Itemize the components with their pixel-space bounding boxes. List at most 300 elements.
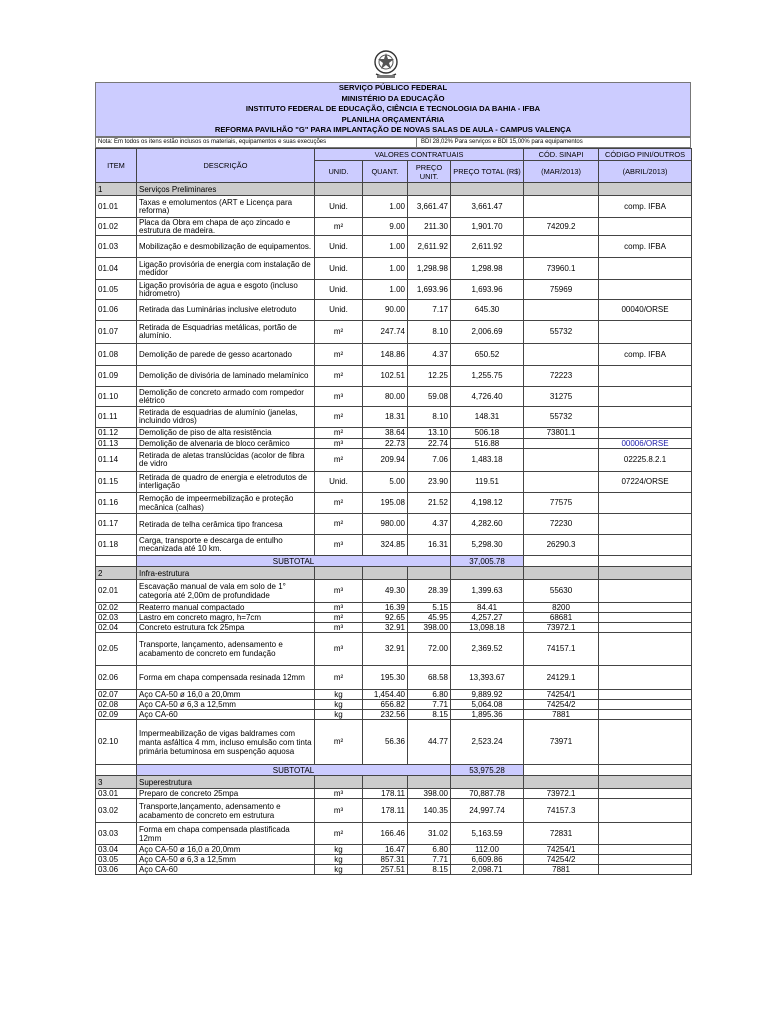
section-empty-cell xyxy=(363,567,408,580)
item-unit-price: 8.10 xyxy=(408,407,451,428)
item-code: 02.03 xyxy=(96,613,137,623)
item-other-code: comp. IFBA xyxy=(599,344,692,366)
item-unit-price: 72.00 xyxy=(408,633,451,666)
item-description: Retirada de esquadrias de alumínio (janelas, incluindo vidros) xyxy=(137,407,315,428)
item-total-price: 1,895.36 xyxy=(451,710,524,720)
item-total-price: 119.51 xyxy=(451,472,524,493)
item-quantity: 148.86 xyxy=(363,344,408,366)
col-total-price-header: PREÇO TOTAL (R$) xyxy=(451,161,524,183)
item-unit-price: 8.15 xyxy=(408,865,451,875)
item-quantity: 32.91 xyxy=(363,623,408,633)
table-row xyxy=(96,845,692,855)
item-code: 01.16 xyxy=(96,493,137,514)
col-quant-header: QUANT. xyxy=(363,161,408,183)
item-other-code xyxy=(599,366,692,387)
item-other-code xyxy=(599,633,692,666)
item-quantity: 1,454.40 xyxy=(363,690,408,700)
table-row xyxy=(96,218,692,236)
item-sinapi-code: 74209.2 xyxy=(524,218,599,236)
item-sinapi-code: 77575 xyxy=(524,493,599,514)
item-code: 01.18 xyxy=(96,535,137,556)
item-quantity: 195.08 xyxy=(363,493,408,514)
item-quantity: 90.00 xyxy=(363,300,408,321)
item-total-price: 3,661.47 xyxy=(451,196,524,218)
table-row xyxy=(96,799,692,823)
item-sinapi-code xyxy=(524,344,599,366)
col-outros-header: CÓDIGO PINI/OUTROS xyxy=(599,149,692,161)
item-description: Aço CA-60 xyxy=(137,865,315,875)
item-quantity: 102.51 xyxy=(363,366,408,387)
table-row xyxy=(96,321,692,344)
item-quantity: 209.94 xyxy=(363,449,408,472)
item-quantity: 49.30 xyxy=(363,580,408,603)
item-description: Demolição de alvenaria de bloco cerâmico xyxy=(137,439,315,449)
item-unit: kg xyxy=(315,710,363,720)
item-unit-price: 398.00 xyxy=(408,623,451,633)
section-empty-cell xyxy=(408,776,451,789)
item-unit-price: 398.00 xyxy=(408,789,451,799)
item-other-code: 00006/ORSE xyxy=(599,439,692,449)
item-total-price: 2,369.52 xyxy=(451,633,524,666)
item-other-code: 02225.8.2.1 xyxy=(599,449,692,472)
item-quantity: 857.31 xyxy=(363,855,408,865)
item-unit: m³ xyxy=(315,580,363,603)
item-sinapi-code xyxy=(524,449,599,472)
section-empty-cell xyxy=(524,183,599,196)
table-row xyxy=(96,580,692,603)
item-code: 03.03 xyxy=(96,823,137,845)
item-unit: kg xyxy=(315,690,363,700)
section-row xyxy=(96,776,692,789)
item-description: Aço CA-50 ø 16,0 a 20,0mm xyxy=(137,845,315,855)
item-unit-price: 68.58 xyxy=(408,666,451,690)
item-total-price: 1,255.75 xyxy=(451,366,524,387)
item-description: Preparo de concreto 25mpa xyxy=(137,789,315,799)
item-description: Aço CA-50 ø 6,3 a 12,5mm xyxy=(137,700,315,710)
item-unit-price: 7.17 xyxy=(408,300,451,321)
item-unit-price: 28.39 xyxy=(408,580,451,603)
item-sinapi-code: 73801.1 xyxy=(524,428,599,439)
table-row xyxy=(96,865,692,875)
col-unid-header: UNID. xyxy=(315,161,363,183)
item-other-code xyxy=(599,514,692,535)
item-description: Forma em chapa compensada plastificada 12mm xyxy=(137,823,315,845)
item-sinapi-code: 72223 xyxy=(524,366,599,387)
item-quantity: 195.30 xyxy=(363,666,408,690)
item-code: 03.06 xyxy=(96,865,137,875)
coat-of-arms-seal xyxy=(373,48,399,80)
item-unit: Unid. xyxy=(315,196,363,218)
item-code: 01.04 xyxy=(96,258,137,280)
item-other-code xyxy=(599,855,692,865)
item-unit: m³ xyxy=(315,799,363,823)
subtotal-empty-cell xyxy=(96,556,137,567)
item-unit: m² xyxy=(315,823,363,845)
item-unit: m² xyxy=(315,514,363,535)
item-description: Demolição de concreto armado com rompedor elétrico xyxy=(137,387,315,407)
item-total-price: 5,298.30 xyxy=(451,535,524,556)
item-description: Ligação provisória de agua e esgoto (incluso hidrometro) xyxy=(137,280,315,300)
item-quantity: 16.47 xyxy=(363,845,408,855)
item-sinapi-code xyxy=(524,236,599,258)
item-code: 02.02 xyxy=(96,603,137,613)
item-unit-price: 5.15 xyxy=(408,603,451,613)
item-sinapi-code: 74157.3 xyxy=(524,799,599,823)
item-unit: m² xyxy=(315,344,363,366)
item-sinapi-code: 68681 xyxy=(524,613,599,623)
item-description: Retirada de Esquadrias metálicas, portão de alumínio. xyxy=(137,321,315,344)
header-line-1: SERVIÇO PÚBLICO FEDERAL xyxy=(338,83,448,92)
item-quantity: 980.00 xyxy=(363,514,408,535)
table-row xyxy=(96,449,692,472)
item-other-code xyxy=(599,407,692,428)
section-empty-cell xyxy=(408,567,451,580)
header-line-5: REFORMA PAVILHÃO "G" PARA IMPLANTAÇÃO DE NOVAS SALAS DE AULA - CAMPUS VALENÇA xyxy=(214,125,572,135)
table-row xyxy=(96,407,692,428)
item-quantity: 1.00 xyxy=(363,280,408,300)
item-code: 02.01 xyxy=(96,580,137,603)
item-description: Transporte,lançamento, adensamento e acabamento de concreto em estrutura xyxy=(137,799,315,823)
item-quantity: 22.73 xyxy=(363,439,408,449)
item-code: 02.06 xyxy=(96,666,137,690)
section-row xyxy=(96,183,692,196)
item-description: Taxas e emolumentos (ART e Licença para reforma) xyxy=(137,196,315,218)
table-row xyxy=(96,666,692,690)
item-total-price: 4,198.12 xyxy=(451,493,524,514)
item-unit: m² xyxy=(315,218,363,236)
item-quantity: 38.64 xyxy=(363,428,408,439)
item-sinapi-code: 24129.1 xyxy=(524,666,599,690)
section-empty-cell xyxy=(451,183,524,196)
item-quantity: 656.82 xyxy=(363,700,408,710)
section-title: Infra-estrutura xyxy=(137,567,315,580)
item-description: Retirada de aletas translúcidas (acolor de fibra de vidro xyxy=(137,449,315,472)
item-description: Impermeabilização de vigas baldrames com manta asfáltica 4 mm, incluso emulsão com tinta primária betuminosa em suspenção aquosa xyxy=(137,720,315,765)
section-empty-cell xyxy=(363,183,408,196)
table-row xyxy=(96,855,692,865)
item-sinapi-code xyxy=(524,472,599,493)
item-total-price: 13,098.18 xyxy=(451,623,524,633)
item-other-code: comp. IFBA xyxy=(599,196,692,218)
item-other-code xyxy=(599,799,692,823)
item-sinapi-code: 8200 xyxy=(524,603,599,613)
table-row xyxy=(96,633,692,666)
item-sinapi-code: 73971 xyxy=(524,720,599,765)
item-code: 01.08 xyxy=(96,344,137,366)
section-empty-cell xyxy=(599,776,692,789)
table-row xyxy=(96,514,692,535)
item-code: 03.04 xyxy=(96,845,137,855)
item-description: Demolição de piso de alta resistência xyxy=(137,428,315,439)
item-total-price: 148.31 xyxy=(451,407,524,428)
item-total-price: 112.00 xyxy=(451,845,524,855)
item-unit: m³ xyxy=(315,623,363,633)
item-unit-price: 16.31 xyxy=(408,535,451,556)
section-empty-cell xyxy=(363,776,408,789)
item-sinapi-code: 74157.1 xyxy=(524,633,599,666)
section-empty-cell xyxy=(315,776,363,789)
item-unit: kg xyxy=(315,855,363,865)
item-other-code: 07224/ORSE xyxy=(599,472,692,493)
item-unit: m² xyxy=(315,613,363,623)
table-row xyxy=(96,603,692,613)
subtotal-label: SUBTOTAL xyxy=(137,556,451,567)
item-unit-price: 140.35 xyxy=(408,799,451,823)
item-description: Mobilização e desmobilização de equipamentos. xyxy=(137,236,315,258)
table-row xyxy=(96,720,692,765)
item-other-code xyxy=(599,321,692,344)
subtotal-row xyxy=(96,765,692,776)
table-row xyxy=(96,280,692,300)
table-row xyxy=(96,789,692,799)
table-row xyxy=(96,344,692,366)
item-sinapi-code: 55732 xyxy=(524,321,599,344)
item-description: Retirada de telha cerâmica tipo francesa xyxy=(137,514,315,535)
item-unit-price: 45.95 xyxy=(408,613,451,623)
item-code: 01.03 xyxy=(96,236,137,258)
item-total-price: 13,393.67 xyxy=(451,666,524,690)
item-sinapi-code: 7881 xyxy=(524,710,599,720)
item-other-code xyxy=(599,280,692,300)
item-unit: m² xyxy=(315,428,363,439)
section-empty-cell xyxy=(315,183,363,196)
item-sinapi-code xyxy=(524,196,599,218)
item-sinapi-code: 73972.1 xyxy=(524,789,599,799)
item-code: 02.10 xyxy=(96,720,137,765)
item-quantity: 5.00 xyxy=(363,472,408,493)
item-sinapi-code: 31275 xyxy=(524,387,599,407)
item-unit: Unid. xyxy=(315,280,363,300)
subtotal-empty-cell xyxy=(599,556,692,567)
item-unit: Unid. xyxy=(315,236,363,258)
item-description: Forma em chapa compensada resinada 12mm xyxy=(137,666,315,690)
item-code: 01.02 xyxy=(96,218,137,236)
table-row xyxy=(96,196,692,218)
item-other-code xyxy=(599,710,692,720)
item-unit-price: 4.37 xyxy=(408,344,451,366)
col-outros-date: (ABRIL/2013) xyxy=(599,161,692,183)
item-quantity: 9.00 xyxy=(363,218,408,236)
item-quantity: 18.31 xyxy=(363,407,408,428)
table-row xyxy=(96,258,692,280)
item-total-price: 516.88 xyxy=(451,439,524,449)
item-unit: kg xyxy=(315,845,363,855)
header-line-4: PLANILHA ORÇAMENTÁRIA xyxy=(341,114,445,124)
item-description: Aço CA-50 ø 16,0 a 20,0mm xyxy=(137,690,315,700)
item-other-code xyxy=(599,700,692,710)
item-other-code xyxy=(599,387,692,407)
header-line-2: MINISTÉRIO DA EDUCAÇÃO xyxy=(341,93,445,103)
item-code: 01.14 xyxy=(96,449,137,472)
section-number: 3 xyxy=(96,776,137,789)
table-row xyxy=(96,535,692,556)
item-total-price: 2,523.24 xyxy=(451,720,524,765)
section-empty-cell xyxy=(599,567,692,580)
table-row xyxy=(96,300,692,321)
item-sinapi-code: 55732 xyxy=(524,407,599,428)
item-unit-price: 8.15 xyxy=(408,710,451,720)
item-unit: Unid. xyxy=(315,472,363,493)
subtotal-value: 53,975.28 xyxy=(451,765,524,776)
item-quantity: 178.11 xyxy=(363,799,408,823)
item-unit: m² xyxy=(315,449,363,472)
table-row xyxy=(96,439,692,449)
item-quantity: 247.74 xyxy=(363,321,408,344)
item-unit-price: 22.74 xyxy=(408,439,451,449)
section-row xyxy=(96,567,692,580)
item-total-price: 70,887.78 xyxy=(451,789,524,799)
item-unit: m³ xyxy=(315,387,363,407)
section-title: Serviços Preliminares xyxy=(137,183,315,196)
item-unit: Unid. xyxy=(315,300,363,321)
item-unit: m² xyxy=(315,366,363,387)
item-code: 03.02 xyxy=(96,799,137,823)
item-sinapi-code: 75969 xyxy=(524,280,599,300)
item-description: Carga, transporte e descarga de entulho mecanizada até 10 km. xyxy=(137,535,315,556)
item-code: 01.07 xyxy=(96,321,137,344)
item-sinapi-code: 26290.3 xyxy=(524,535,599,556)
item-code: 01.01 xyxy=(96,196,137,218)
item-description: Aço CA-60 xyxy=(137,710,315,720)
subtotal-row xyxy=(96,556,692,567)
item-description: Demolição de divisória de laminado melamínico xyxy=(137,366,315,387)
col-values-header: VALORES CONTRATUAIS xyxy=(315,149,524,161)
section-empty-cell xyxy=(599,183,692,196)
item-quantity: 1.00 xyxy=(363,236,408,258)
item-other-code xyxy=(599,666,692,690)
table-row xyxy=(96,710,692,720)
col-unit-price-header: PREÇO UNIT. xyxy=(408,161,451,183)
budget-table-body xyxy=(96,183,692,875)
item-quantity: 80.00 xyxy=(363,387,408,407)
item-code: 01.17 xyxy=(96,514,137,535)
item-description: Retirada de quadro de energia e eletrodutos de interligação xyxy=(137,472,315,493)
bdi-text: BDI 28,02% Para serviços e BDI 15,00% para equipamentos xyxy=(416,138,583,147)
table-row xyxy=(96,690,692,700)
item-sinapi-code: 73960.1 xyxy=(524,258,599,280)
item-unit: m² xyxy=(315,321,363,344)
item-unit: m³ xyxy=(315,535,363,556)
item-unit-price: 44.77 xyxy=(408,720,451,765)
item-unit-price: 1,298.98 xyxy=(408,258,451,280)
item-other-code xyxy=(599,613,692,623)
item-description: Reaterro manual compactado xyxy=(137,603,315,613)
item-quantity: 324.85 xyxy=(363,535,408,556)
table-row xyxy=(96,823,692,845)
table-row xyxy=(96,493,692,514)
section-title: Superestrutura xyxy=(137,776,315,789)
item-unit-price: 8.10 xyxy=(408,321,451,344)
item-sinapi-code: 72230 xyxy=(524,514,599,535)
item-other-code xyxy=(599,535,692,556)
item-code: 02.05 xyxy=(96,633,137,666)
item-code: 02.07 xyxy=(96,690,137,700)
item-sinapi-code: 74254/1 xyxy=(524,845,599,855)
item-total-price: 5,064.08 xyxy=(451,700,524,710)
item-unit-price: 7.06 xyxy=(408,449,451,472)
document-header xyxy=(95,82,691,137)
item-unit-price: 2,611.92 xyxy=(408,236,451,258)
item-unit-price: 31.02 xyxy=(408,823,451,845)
item-total-price: 1,483.18 xyxy=(451,449,524,472)
item-sinapi-code: 7881 xyxy=(524,865,599,875)
item-code: 02.09 xyxy=(96,710,137,720)
table-row xyxy=(96,700,692,710)
subtotal-empty-cell xyxy=(599,765,692,776)
item-total-price: 9,889.92 xyxy=(451,690,524,700)
item-description: Remoção de impeermebilização e proteção mecânica (calhas) xyxy=(137,493,315,514)
item-unit: m² xyxy=(315,666,363,690)
item-description: Escavação manual de vala em solo de 1° categoria até 2,00m de profundidade xyxy=(137,580,315,603)
item-quantity: 178.11 xyxy=(363,789,408,799)
item-other-code xyxy=(599,823,692,845)
col-sinapi-header: CÓD. SINAPI xyxy=(524,149,599,161)
col-desc-header: DESCRIÇÃO xyxy=(137,149,315,183)
item-unit: m² xyxy=(315,493,363,514)
item-unit-price: 7.71 xyxy=(408,855,451,865)
item-description: Ligação provisória de energia com instalação de medidor xyxy=(137,258,315,280)
section-empty-cell xyxy=(451,776,524,789)
item-other-code xyxy=(599,603,692,613)
subtotal-label: SUBTOTAL xyxy=(137,765,451,776)
item-quantity: 56.36 xyxy=(363,720,408,765)
item-total-price: 650.52 xyxy=(451,344,524,366)
section-number: 2 xyxy=(96,567,137,580)
item-quantity: 257.51 xyxy=(363,865,408,875)
item-unit-price: 13.10 xyxy=(408,428,451,439)
item-other-code xyxy=(599,580,692,603)
table-row xyxy=(96,623,692,633)
item-code: 01.05 xyxy=(96,280,137,300)
section-empty-cell xyxy=(524,776,599,789)
item-unit: m² xyxy=(315,407,363,428)
item-other-code xyxy=(599,845,692,855)
item-description: Aço CA-50 ø 6,3 a 12,5mm xyxy=(137,855,315,865)
subtotal-value: 37,005.78 xyxy=(451,556,524,567)
table-row xyxy=(96,366,692,387)
item-total-price: 506.18 xyxy=(451,428,524,439)
item-description: Retirada das Luminárias inclusive eletroduto xyxy=(137,300,315,321)
item-unit: kg xyxy=(315,865,363,875)
item-total-price: 2,006.69 xyxy=(451,321,524,344)
item-total-price: 4,726.40 xyxy=(451,387,524,407)
item-unit: m³ xyxy=(315,633,363,666)
item-quantity: 1.00 xyxy=(363,196,408,218)
item-total-price: 24,997.74 xyxy=(451,799,524,823)
item-code: 02.04 xyxy=(96,623,137,633)
item-unit-price: 12.25 xyxy=(408,366,451,387)
item-total-price: 84.41 xyxy=(451,603,524,613)
item-total-price: 1,901.70 xyxy=(451,218,524,236)
item-other-code xyxy=(599,493,692,514)
budget-table xyxy=(95,148,692,875)
item-sinapi-code: 74254/2 xyxy=(524,855,599,865)
item-code: 02.08 xyxy=(96,700,137,710)
item-description: Lastro em concreto magro, h=7cm xyxy=(137,613,315,623)
item-sinapi-code xyxy=(524,439,599,449)
item-unit: Unid. xyxy=(315,258,363,280)
item-total-price: 2,611.92 xyxy=(451,236,524,258)
item-total-price: 1,399.63 xyxy=(451,580,524,603)
item-description: Placa da Obra em chapa de aço zincado e estrutura de madeira. xyxy=(137,218,315,236)
item-description: Demolição de parede de gesso acartonado xyxy=(137,344,315,366)
item-code: 01.06 xyxy=(96,300,137,321)
item-unit-price: 21.52 xyxy=(408,493,451,514)
item-quantity: 32.91 xyxy=(363,633,408,666)
item-other-code xyxy=(599,720,692,765)
item-unit-price: 6.80 xyxy=(408,690,451,700)
item-sinapi-code xyxy=(524,300,599,321)
